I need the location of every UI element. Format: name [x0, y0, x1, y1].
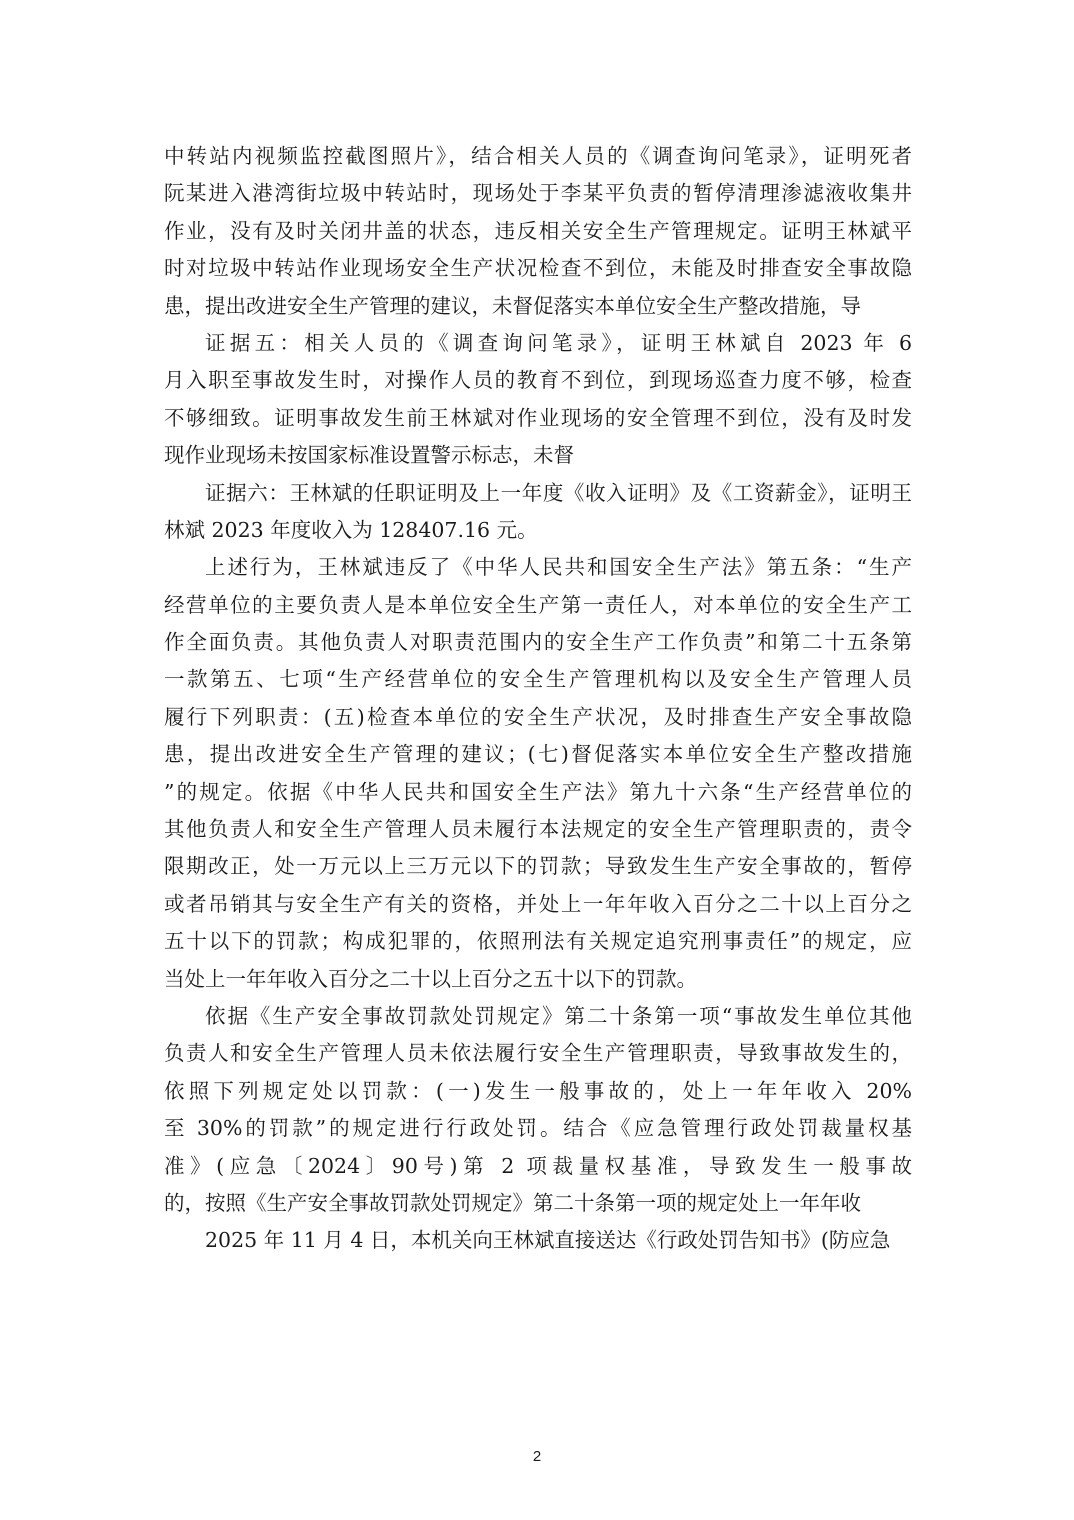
text-line: 经营单位的主要负责人是本单位安全生产第一责任人，对本单位的安全生产工	[164, 592, 912, 617]
text-line: 五十以下的罚款；构成犯罪的，依照刑法有关规定追究刑事责任”的规定，应	[164, 929, 912, 954]
paragraph-4	[164, 549, 912, 998]
text-line: ”的规定。依据《中华人民共和国安全生产法》第九十六条“生产经营单位的	[164, 779, 912, 804]
text-line: 作全面负责。其他负责人对职责范围内的安全生产工作负责”和第二十五条第	[164, 630, 912, 655]
page-number: 2	[532, 1448, 542, 1465]
paragraph-5	[164, 998, 912, 1222]
text-line: 月入职至事故发生时，对操作人员的教育不到位，到现场巡查力度不够，检查	[164, 368, 912, 393]
text-line: 依据《生产安全事故罚款处罚规定》第二十条第一项“事故发生单位其他	[205, 1003, 912, 1028]
body-text	[164, 138, 912, 1260]
paragraph-6	[164, 1222, 912, 1259]
paragraph-2	[164, 325, 912, 475]
text-line: 上述行为，王林斌违反了《中华人民共和国安全生产法》第五条：“生产	[205, 555, 912, 580]
text-line: 当处上一年年收入百分之二十以上百分之五十以下的罚款。	[164, 966, 697, 991]
text-line: 限期改正，处一万元以上三万元以下的罚款；导致发生生产安全事故的，暂停	[164, 854, 912, 879]
paragraph-3	[164, 475, 912, 550]
text-line: 至 30%的罚款”的规定进行行政处罚。结合《应急管理行政处罚裁量权基	[164, 1116, 912, 1141]
text-line: 中转站内视频监控截图照片》，结合相关人员的《调查询问笔录》，证明死者	[164, 144, 912, 168]
text-line: 或者吊销其与安全生产有关的资格，并处上一年年收入百分之二十以上百分之	[164, 891, 912, 916]
text-line: 履行下列职责：(五)检查本单位的安全生产状况，及时排查生产安全事故隐	[164, 704, 912, 729]
text-line: 作业，没有及时关闭井盖的状态，违反相关安全生产管理规定。证明王林斌平	[164, 218, 912, 243]
text-line: 证据五：相关人员的《调查询问笔录》，证明王林斌自 2023 年 6	[205, 330, 912, 355]
text-line: 患，提出改进安全生产管理的建议；(七)督促落实本单位安全生产整改措施	[164, 742, 912, 767]
text-line: 患，提出改进安全生产管理的建议，未督促落实本单位安全生产整改措施，导	[164, 293, 861, 318]
text-line: 阮某进入港湾街垃圾中转站时，现场处于李某平负责的暂停清理渗滤液收集井	[164, 181, 912, 206]
text-line: 不够细致。证明事故发生前王林斌对作业现场的安全管理不到位，没有及时发	[164, 405, 912, 430]
text-line: 一款第五、七项“生产经营单位的安全生产管理机构以及安全生产管理人员	[164, 667, 912, 692]
text-line: 林斌 2023 年度收入为 128407.16 元。	[164, 517, 538, 542]
text-line: 现作业现场未按国家标准设置警示标志，未督	[164, 443, 574, 468]
text-line: 准》(应急〔2024〕90号)第 2 项裁量权基准，导致发生一般事故	[164, 1153, 912, 1178]
text-line: 其他负责人和安全生产管理人员未履行本法规定的安全生产管理职责的，责令	[164, 817, 912, 842]
text-line: 的，按照《生产安全事故罚款处罚规定》第二十条第一项的规定处上一年年收	[164, 1190, 861, 1215]
text-line: 依照下列规定处以罚款：(一)发生一般事故的，处上一年年收入 20%	[164, 1078, 912, 1103]
text-line: 负责人和安全生产管理人员未依法履行安全生产管理职责，导致事故发生的，	[164, 1041, 912, 1066]
text-line: 2025 年 11 月 4 日，本机关向王林斌直接送达《行政处罚告知书》(防应急	[205, 1228, 891, 1253]
text-line: 证据六：王林斌的任职证明及上一年度《收入证明》及《工资薪金》，证明王	[205, 480, 912, 505]
text-line: 时对垃圾中转站作业现场安全生产状况检查不到位，未能及时排查安全事故隐	[164, 256, 912, 281]
paragraph-1	[164, 138, 912, 325]
